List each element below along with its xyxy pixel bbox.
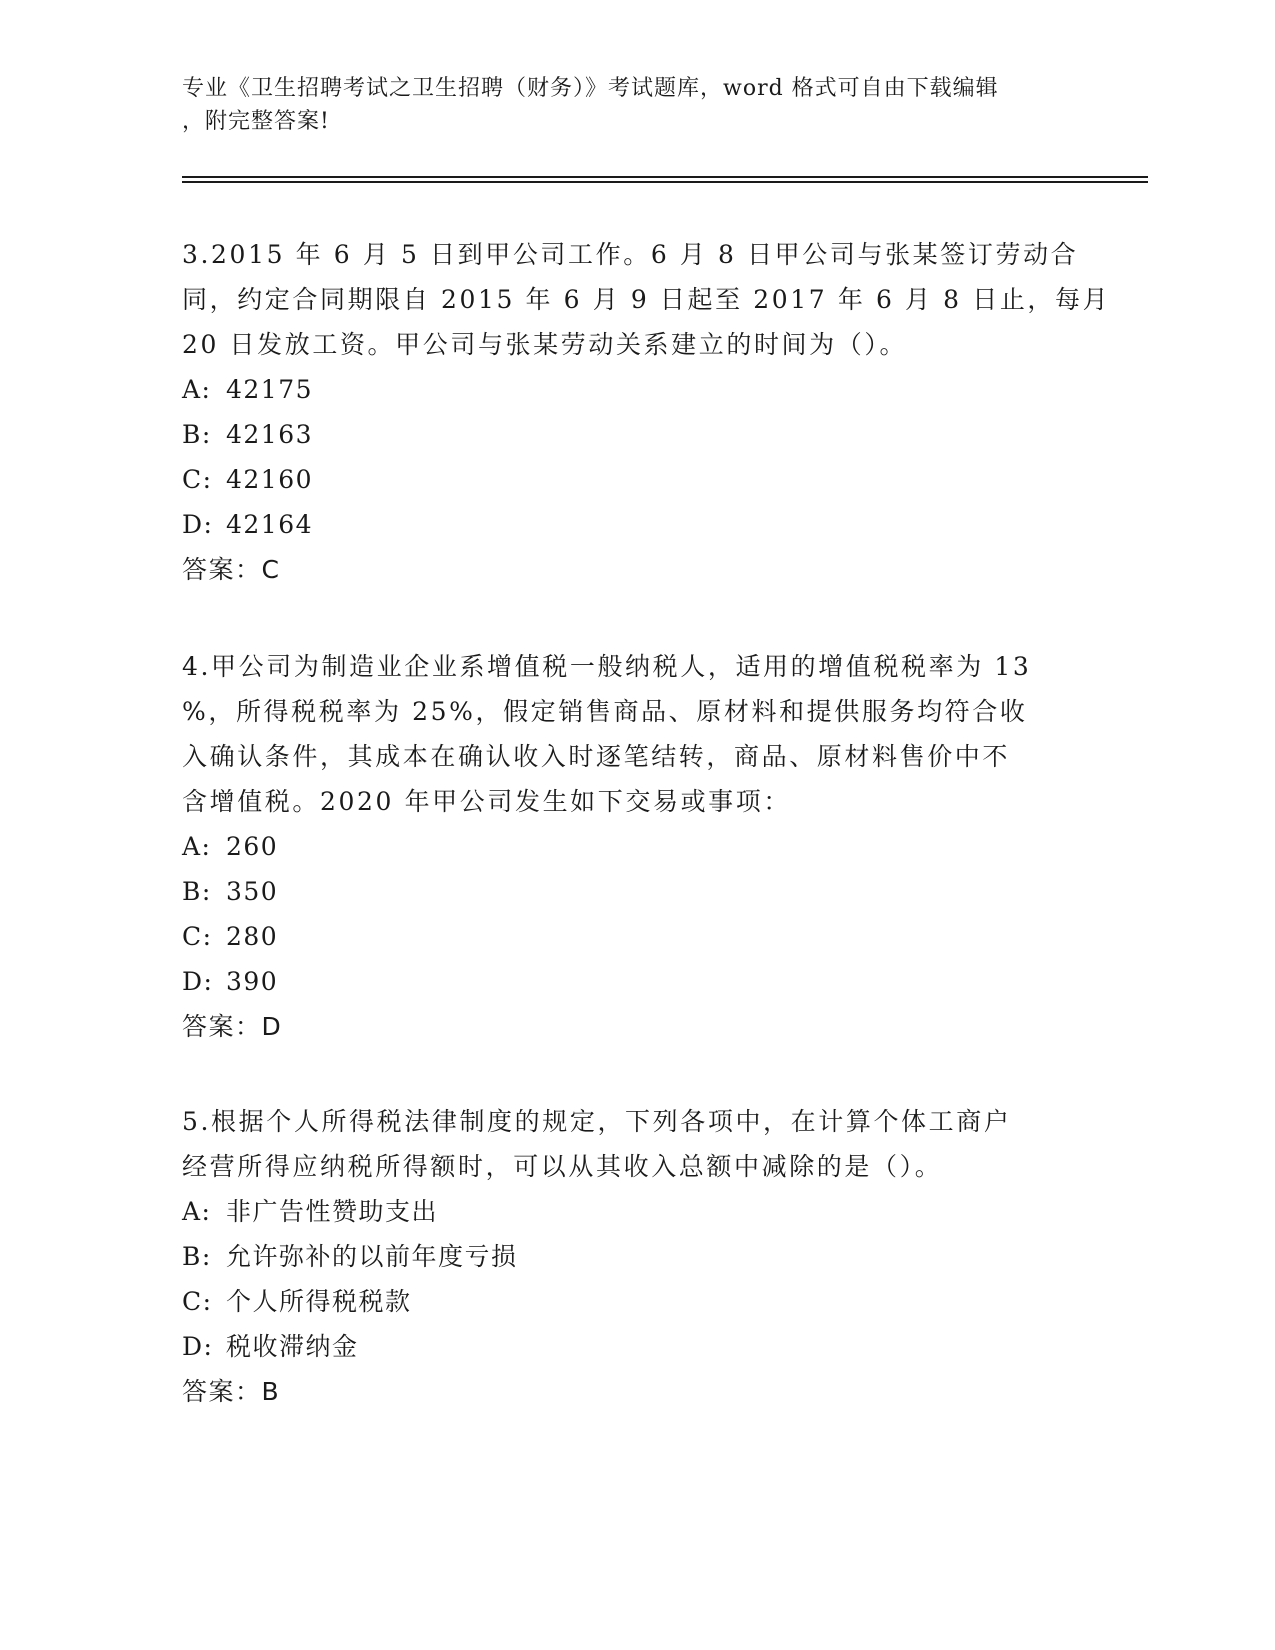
option-text: 税收滞纳金: [226, 1332, 359, 1361]
question-block: [182, 644, 1062, 1049]
option-d: [182, 502, 1062, 547]
document-header: [182, 72, 1062, 138]
option-b: [182, 869, 1062, 914]
option-text: 个人所得税税款: [226, 1287, 412, 1316]
option-a: [182, 824, 1062, 869]
option-text: 42163: [226, 420, 314, 449]
question-stem-line: 经营所得应纳税所得额时，可以从其收入总额中减除的是（）。: [182, 1152, 943, 1181]
option-text: 42175: [226, 375, 314, 404]
question-block: [182, 1099, 1062, 1414]
question-stem-line: %，所得税税率为 25%，假定销售商品、原材料和提供服务均符合收: [182, 697, 1028, 726]
option-text: 非广告性赞助支出: [226, 1197, 439, 1226]
option-key: A:: [182, 1197, 212, 1226]
header-divider-bottom: [182, 181, 1148, 183]
question-stem-line: 3.2015 年 6 月 5 日到甲公司工作。6 月 8 日甲公司与张某签订劳动合: [182, 240, 1079, 269]
answer-line: 答案：D: [182, 1012, 283, 1041]
option-c: [182, 914, 1062, 959]
header-line-2: ，附完整答案!: [182, 109, 330, 134]
option-key: D:: [182, 967, 214, 996]
question-stem-line: 入确认条件，其成本在确认收入时逐笔结转，商品、原材料售价中不: [182, 742, 1011, 771]
question-stem-line: 同，约定合同期限自 2015 年 6 月 9 日起至 2017 年 6 月 8 日止，每月: [182, 285, 1111, 314]
header-line-1: 专业《卫生招聘考试之卫生招聘（财务）》考试题库，word 格式可自由下载编辑: [182, 76, 999, 101]
question-stem-line: 20 日发放工资。甲公司与张某劳动关系建立的时间为（）。: [182, 330, 908, 359]
option-b: [182, 1234, 1062, 1279]
option-key: B:: [182, 420, 212, 449]
answer-line: 答案：B: [182, 1377, 281, 1406]
option-text: 允许弥补的以前年度亏损: [226, 1242, 518, 1271]
question-block: [182, 232, 1111, 592]
option-c: [182, 1279, 1062, 1324]
option-key: A:: [182, 832, 212, 861]
header-divider-top: [182, 176, 1148, 178]
option-key: C:: [182, 922, 213, 951]
option-a: [182, 367, 1062, 412]
option-key: B:: [182, 1242, 212, 1271]
option-key: D:: [182, 1332, 214, 1361]
option-b: [182, 412, 1062, 457]
option-d: [182, 959, 1062, 1004]
option-d: [182, 1324, 1062, 1369]
option-c: [182, 457, 1062, 502]
option-key: C:: [182, 1287, 213, 1316]
option-text: 42164: [226, 510, 314, 539]
option-key: C:: [182, 465, 213, 494]
option-text: 260: [226, 832, 279, 861]
option-text: 280: [226, 922, 279, 951]
option-key: D:: [182, 510, 214, 539]
answer-line: 答案：C: [182, 555, 281, 584]
question-stem-line: 4.甲公司为制造业企业系增值税一般纳税人，适用的增值税税率为 13: [182, 652, 1032, 681]
option-a: [182, 1189, 1062, 1234]
option-key: B:: [182, 877, 212, 906]
option-text: 390: [226, 967, 279, 996]
question-stem-line: 5.根据个人所得税法律制度的规定，下列各项中，在计算个体工商户: [182, 1107, 1012, 1136]
option-text: 42160: [226, 465, 314, 494]
option-text: 350: [226, 877, 279, 906]
question-stem-line: 含增值税。2020 年甲公司发生如下交易或事项：: [182, 787, 791, 816]
option-key: A:: [182, 375, 212, 404]
